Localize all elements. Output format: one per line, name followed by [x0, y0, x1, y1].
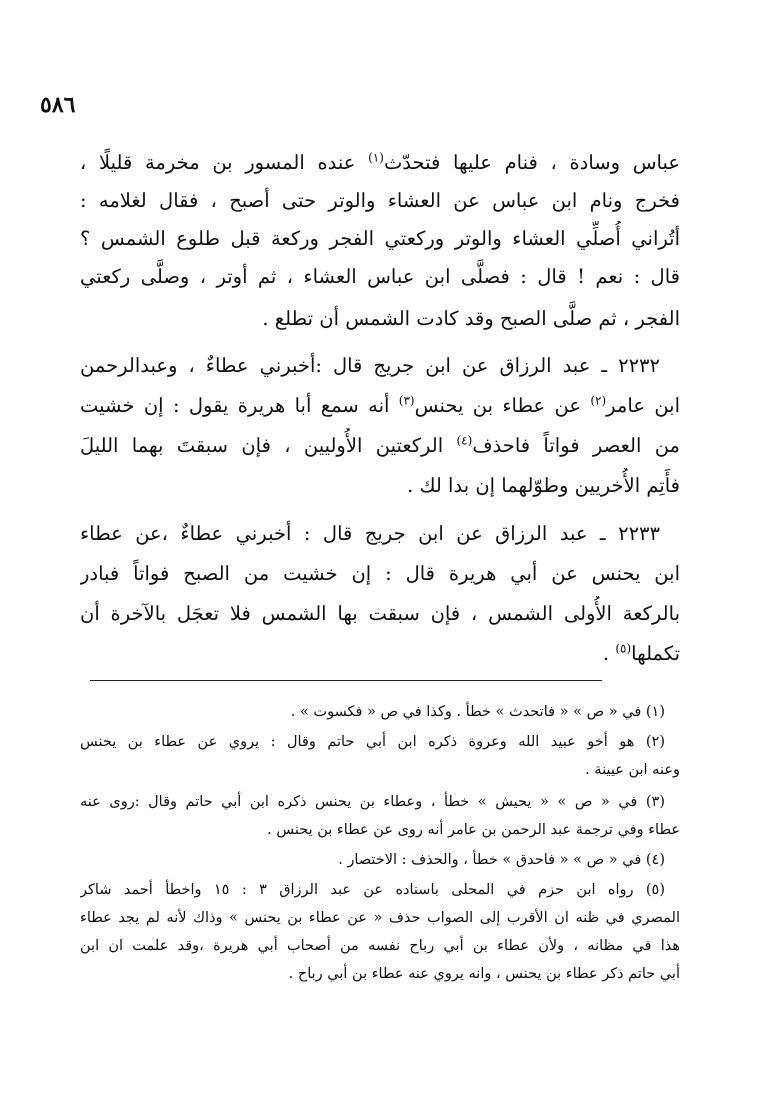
page-number: ٥٨٦ [40, 92, 76, 118]
text-line: أتُراني أُصلِّي العشاء والوتر وركعتي الفجر وركعة قبل طلوع الشمس ؟ [80, 227, 680, 250]
text-line: فأَتِم الأُخريين وطوّلهما إن بدا لك . [407, 474, 680, 497]
footnote-ref: (١) [368, 150, 384, 165]
footnote-line: (٣) في « ص » « يحيش » خطأ ، وعطاء بن يحنس ذكره ابن أبي حاتم وقال :روى عنه [80, 794, 665, 810]
text-line: تكملها$^{(٥)}$ . [602, 641, 680, 665]
footnote-ref: (٥) [615, 641, 632, 656]
footnote-line: عطاء وفي ترجمة عبد الرحمن بن عامر أنه روى عن عطاء بن يحنس . [267, 822, 680, 838]
footnote-line: وعنه ابن عيينة . [585, 762, 680, 778]
footnote-line: (٤) في « ص » « فاحدق » خطأ ، والحذف : الاختصار . [338, 852, 665, 868]
text-line: ابن عامر$^{(٢)}$ عن عطاء بن يحنس$^{(٣)}$ أنه سمع أبا هريرة يقول : إن خشيت [80, 393, 680, 417]
footnote-line: (٢) هو أخو عبيد الله وعروة ذكره ابن أبي حاتم وقال : يروي عن عطاء بن يحنس [80, 734, 665, 750]
footnote-line: المصري في ظنه ان الأقرب إلى الصواب حذف « عن عطاء بن يحنس » وذاك لأنه لم يجد عطاء [80, 910, 680, 926]
text-line: قال : نعم ! قال : فصلَّى ابن عباس العشاء ، ثم أوتر ، وصلَّى ركعتي [80, 265, 680, 288]
text-line: فخرج ونام ابن عباس عن العشاء والوتر حتى أصبح ، فقال لغلامه : [80, 189, 680, 212]
footnote-ref: (٢) [590, 393, 607, 408]
text-line: الفجر ، ثم صلَّى الصبح وقد كادت الشمس أن تطلع . [262, 307, 680, 330]
text-line: عباس وسادة ، فنام عليها فتحدّث$^{(١)}$ عنده المسور بن مخرمة قليلًا ، [80, 150, 680, 174]
text-line: من العصر فواتاً فاحذف$^{(٤)}$ الركعتين الأُوليين ، فإن سبقتَ بهما الليلَ [80, 433, 680, 457]
footnote-ref: (٤) [456, 433, 473, 448]
text-line: ٢٢٣٣ ـ عبد الرزاق عن ابن جريج قال : أخبرني عطاءٌ ،عن عطاء [80, 522, 660, 545]
footnote-line: أبي حاتم ذكر عطاء بن يحنس ، وانه يروي عنه عطاء بن أبي رباح . [288, 966, 680, 982]
footnote-ref: (٣) [398, 393, 415, 408]
text-line: ابن يحنس عن أبي هريرة قال : إن خشيت من الصبح فواتاً فبادر [80, 562, 680, 585]
footnote-separator [90, 680, 602, 681]
footnote-line: (٥) رواه ابن حزم في المحلى باسناده عن عبد الرزاق ٣ : ١٥ واخطأ أحمد شاكر [80, 882, 665, 898]
footnote-line: هذا في مظانه ، ولأن عطاء بن أبي رباح نفسه من أصحاب أبي هريرة ،وقد علمت ان ابن [80, 938, 680, 954]
text-line: ٢٢٣٢ ـ عبد الرزاق عن ابن جريج قال :أخبرني عطاءٌ ، وعبدالرحمن [80, 354, 660, 377]
footnote-line: (١) في « ص » « فاتحدث » خطأ . وكذا في ص « فكسوت » . [290, 704, 665, 720]
text-line: بالركعة الأُولى الشمس ، فإن سبقت بها الشمس فلا تعجَل بالآخرة أن [80, 602, 680, 625]
